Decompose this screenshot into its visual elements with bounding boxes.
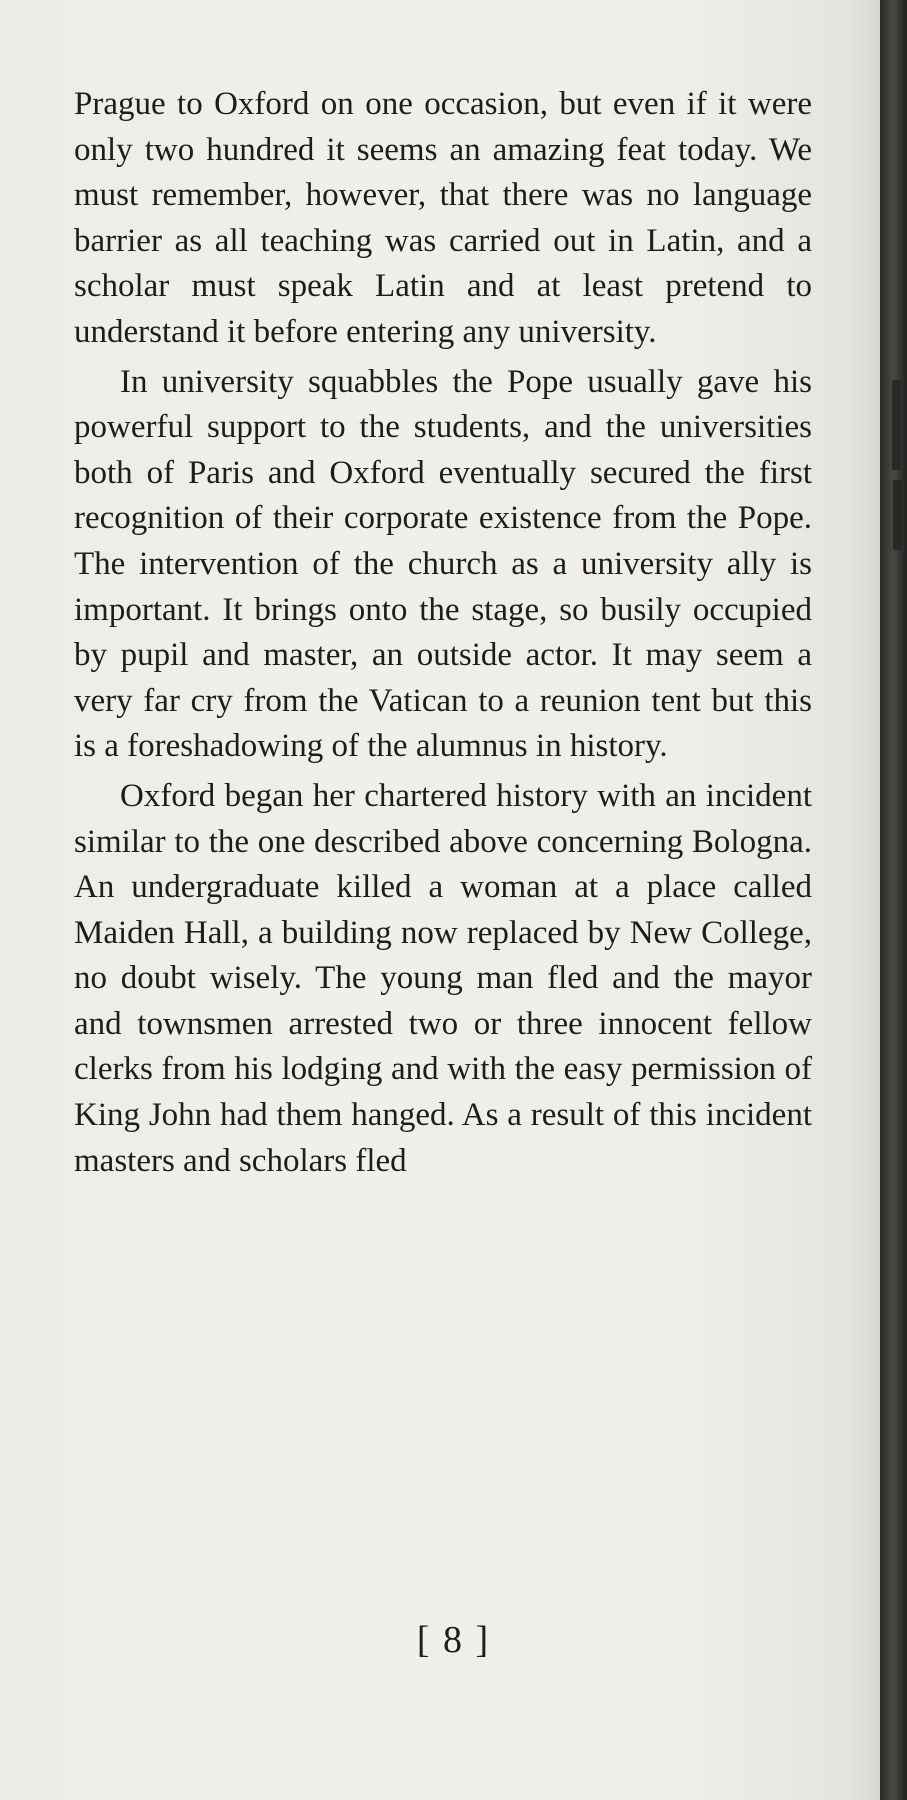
- adjacent-page-edge: [880, 0, 907, 1800]
- paragraph-3: Oxford began her chartered history with an incident similar to the one described above concerning Bologna. An undergraduate killed a woman at a place called Maiden Hall, a building now replaced by New College, no doubt wisely. The young man fled and the mayor and townsmen arrested two or three innocent fellow clerks from his lodging and with the easy permission of King John had them hanged. As a result of this incident masters and scholars fled: [74, 777, 812, 1179]
- body-text: [74, 82, 812, 1184]
- binding-mark: [893, 480, 902, 550]
- page-number: [ 8 ]: [416, 1619, 491, 1661]
- paragraph-2: In university squabbles the Pope usually gave his powerful support to the students, and the universities both of Paris and Oxford eventually secured the first recognition of their corporate existence from the Pope. The intervention of the church as a university ally is important. It brings onto the stage, so busily occupied by pupil and master, an outside actor. It may seem a very far cry from the Vatican to a reunion tent but this is a foreshadowing of the alumnus in history.: [74, 363, 812, 765]
- paragraph-1: Prague to Oxford on one occasion, but even if it were only two hundred it seems an amazing feat today. We must remember, however, that there was no language barrier as all teaching was carried out in Latin, and a scholar must speak Latin and at least pretend to understand it before entering any university.: [74, 86, 812, 350]
- binding-mark: [892, 380, 901, 470]
